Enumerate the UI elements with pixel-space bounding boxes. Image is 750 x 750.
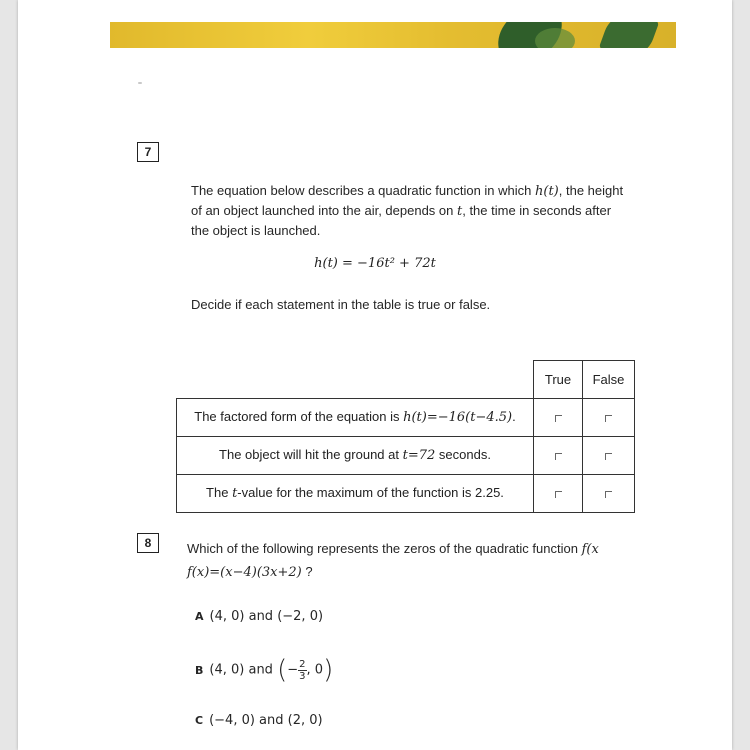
prompt-function: f(x)=(x−4)(3x+2) [187, 565, 302, 580]
table-row [177, 474, 635, 512]
intro-variable: t [456, 204, 463, 219]
option-text: (4, 0) and (−2, 0) [209, 609, 324, 624]
statement-text: . [512, 409, 516, 424]
leaf-decoration [535, 28, 575, 48]
statement-text: The object will hit the ground at [219, 447, 403, 462]
fraction-sign: − [287, 662, 299, 678]
left-paren: ( [277, 655, 288, 685]
statement-3-true-checkbox[interactable] [534, 474, 583, 512]
option-text: (−4, 0) and (2, 0) [209, 713, 323, 728]
statement-1-false-checkbox[interactable] [583, 398, 635, 436]
prompt-math: f(x [581, 542, 599, 557]
statement-math: t [232, 486, 238, 501]
header-photo-strip [110, 22, 676, 48]
table-corner [177, 361, 534, 399]
true-false-table [176, 360, 635, 513]
header-true: True [534, 361, 583, 399]
table-header-row [177, 361, 635, 399]
statement-2-false-checkbox[interactable] [583, 436, 635, 474]
intro-text: , the height of an object launched into the air, depends on [191, 183, 624, 218]
question-8-prompt [187, 538, 707, 584]
question-7-intro [191, 181, 631, 240]
header-false: False [583, 361, 635, 399]
scan-speck [138, 82, 142, 84]
option-letter: A [195, 610, 204, 623]
checkbox-icon [605, 491, 612, 498]
statement-2 [177, 436, 534, 474]
option-letter: B [195, 663, 204, 677]
statement-math: h(t)=−16(t−4.5) [403, 410, 513, 425]
statement-text: -value for the maximum of the function is 2.25. [237, 485, 504, 500]
right-paren: ) [323, 655, 334, 685]
statement-text: The [206, 485, 233, 500]
statement-2-true-checkbox[interactable] [534, 436, 583, 474]
option-a[interactable] [195, 609, 323, 624]
prompt-text: Which of the following represents the zeros of the quadratic function [187, 541, 582, 556]
intro-text: The equation below describes a quadratic function in which [191, 183, 535, 198]
checkbox-icon [555, 491, 562, 498]
checkbox-icon [605, 453, 612, 460]
option-c[interactable] [195, 713, 323, 728]
checkbox-icon [555, 453, 562, 460]
option-b[interactable] [195, 655, 333, 685]
question-7-number: 7 [137, 142, 159, 162]
checkbox-icon [555, 415, 562, 422]
fraction-numerator: 2 [299, 658, 306, 670]
option-text: , 0 [306, 662, 324, 678]
fraction-denominator: 3 [299, 670, 306, 682]
table-instruction: Decide if each statement in the table is true or false. [191, 297, 491, 312]
option-letter: C [195, 714, 204, 727]
statement-text: The factored form of the equation is [194, 409, 404, 424]
statement-1 [177, 398, 534, 436]
prompt-text: ? [301, 564, 313, 579]
intro-function: h(t) [535, 184, 559, 199]
option-text: (4, 0) and [209, 662, 278, 678]
table-row [177, 436, 635, 474]
table-row [177, 398, 635, 436]
statement-1-true-checkbox[interactable] [534, 398, 583, 436]
statement-text: seconds. [435, 447, 491, 462]
question-8-number: 8 [137, 533, 159, 553]
quadratic-equation: h(t) = −16t² + 72t [314, 256, 436, 271]
statement-3-false-checkbox[interactable] [583, 474, 635, 512]
statement-3 [177, 474, 534, 512]
fraction [298, 659, 306, 682]
checkbox-icon [605, 415, 612, 422]
leaf-decoration [599, 22, 660, 48]
statement-math: t=72 [402, 448, 436, 463]
intro-text: , the time in seconds after the object is launched. [191, 203, 612, 238]
